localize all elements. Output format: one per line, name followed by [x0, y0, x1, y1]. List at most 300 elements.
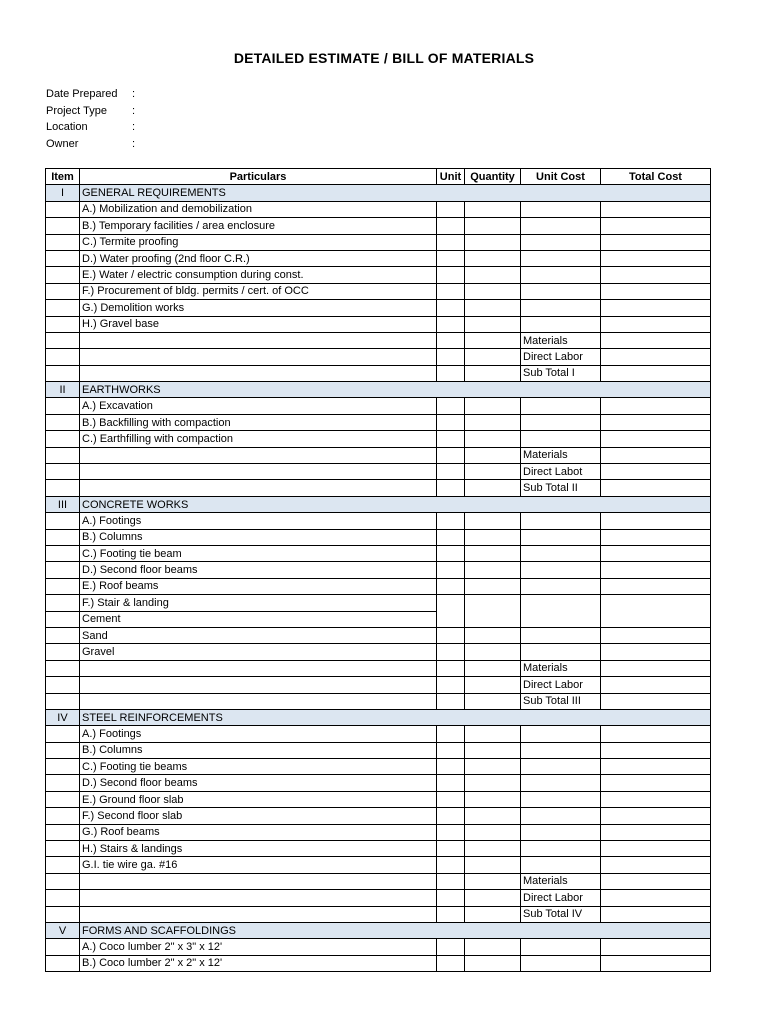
header-particulars: Particulars	[80, 169, 437, 185]
quantity-cell	[465, 349, 521, 365]
item-cell	[46, 906, 80, 922]
table-row	[46, 759, 711, 775]
quantity-cell	[465, 398, 521, 414]
unit-cell	[437, 775, 465, 791]
unit-cell	[437, 955, 465, 971]
particulars-cell	[80, 873, 437, 889]
item-cell	[46, 562, 80, 578]
total-cost-cell	[601, 218, 711, 234]
table-row	[46, 808, 711, 824]
total-cost-cell	[601, 660, 711, 676]
item-cell	[46, 414, 80, 430]
total-cost-cell	[601, 595, 711, 611]
quantity-cell	[465, 529, 521, 545]
header-item: Item	[46, 169, 80, 185]
unit-cost-cell	[521, 250, 601, 266]
summary-label: Direct Labor	[521, 890, 601, 906]
unit-cost-cell	[521, 857, 601, 873]
summary-row	[46, 677, 711, 693]
section-row	[46, 185, 711, 201]
item-number: V	[46, 922, 80, 938]
particulars-cell	[80, 480, 437, 496]
total-cost-cell	[601, 398, 711, 414]
quantity-cell	[465, 759, 521, 775]
table-row	[46, 431, 711, 447]
summary-label: Materials	[521, 447, 601, 463]
total-cost-cell	[601, 464, 711, 480]
table-row	[46, 627, 711, 643]
item-cell	[46, 660, 80, 676]
particulars-cell: C.) Earthfilling with compaction	[80, 431, 437, 447]
section-row	[46, 496, 711, 512]
table-row	[46, 742, 711, 758]
total-cost-cell	[601, 447, 711, 463]
item-cell	[46, 791, 80, 807]
meta-label: Owner	[46, 137, 79, 150]
total-cost-cell	[601, 742, 711, 758]
unit-cost-cell	[521, 824, 601, 840]
meta-project-type	[46, 103, 246, 120]
item-cell	[46, 365, 80, 381]
particulars-cell: D.) Second floor beams	[80, 562, 437, 578]
summary-label: Sub Total III	[521, 693, 601, 709]
total-cost-cell	[601, 644, 711, 660]
unit-cell	[437, 283, 465, 299]
table-row	[46, 841, 711, 857]
summary-row	[46, 906, 711, 922]
unit-cost-cell	[521, 578, 601, 594]
summary-label: Sub Total II	[521, 480, 601, 496]
unit-cost-cell	[521, 316, 601, 332]
header-total-cost: Total Cost	[601, 169, 711, 185]
unit-cell	[437, 611, 465, 627]
unit-cost-cell	[521, 234, 601, 250]
particulars-cell	[80, 677, 437, 693]
summary-label: Materials	[521, 660, 601, 676]
item-cell	[46, 890, 80, 906]
unit-cell	[437, 349, 465, 365]
total-cost-cell	[601, 775, 711, 791]
particulars-cell: D.) Second floor beams	[80, 775, 437, 791]
total-cost-cell	[601, 808, 711, 824]
item-cell	[46, 775, 80, 791]
item-cell	[46, 824, 80, 840]
unit-cost-cell	[521, 644, 601, 660]
summary-row	[46, 480, 711, 496]
summary-row	[46, 365, 711, 381]
unit-cell	[437, 414, 465, 430]
total-cost-cell	[601, 890, 711, 906]
table-row	[46, 414, 711, 430]
unit-cell	[437, 300, 465, 316]
summary-label: Materials	[521, 332, 601, 348]
particulars-cell: H.) Stairs & landings	[80, 841, 437, 857]
summary-label: Direct Labor	[521, 349, 601, 365]
table-row	[46, 726, 711, 742]
item-cell	[46, 726, 80, 742]
total-cost-cell	[601, 431, 711, 447]
particulars-cell	[80, 464, 437, 480]
unit-cost-cell	[521, 283, 601, 299]
quantity-cell	[465, 841, 521, 857]
item-cell	[46, 873, 80, 889]
table-row	[46, 201, 711, 217]
table-row	[46, 218, 711, 234]
quantity-cell	[465, 562, 521, 578]
item-cell	[46, 447, 80, 463]
quantity-cell	[465, 414, 521, 430]
summary-label: Sub Total I	[521, 365, 601, 381]
quantity-cell	[465, 939, 521, 955]
table-row	[46, 267, 711, 283]
section-title: CONCRETE WORKS	[80, 496, 711, 512]
unit-cell	[437, 677, 465, 693]
particulars-cell: B.) Columns	[80, 742, 437, 758]
quantity-cell	[465, 644, 521, 660]
unit-cell	[437, 693, 465, 709]
item-number: IV	[46, 709, 80, 725]
unit-cell	[437, 447, 465, 463]
quantity-cell	[465, 332, 521, 348]
unit-cost-cell	[521, 759, 601, 775]
unit-cell	[437, 513, 465, 529]
total-cost-cell	[601, 939, 711, 955]
particulars-cell	[80, 890, 437, 906]
meta-value: :	[132, 104, 136, 117]
particulars-cell: G.) Demolition works	[80, 300, 437, 316]
total-cost-cell	[601, 873, 711, 889]
total-cost-cell	[601, 693, 711, 709]
total-cost-cell	[601, 480, 711, 496]
unit-cost-cell	[521, 267, 601, 283]
item-cell	[46, 578, 80, 594]
quantity-cell	[465, 595, 521, 611]
unit-cell	[437, 873, 465, 889]
quantity-cell	[465, 857, 521, 873]
table-row	[46, 611, 711, 627]
unit-cell	[437, 398, 465, 414]
total-cost-cell	[601, 841, 711, 857]
item-number: I	[46, 185, 80, 201]
unit-cell	[437, 267, 465, 283]
table-row	[46, 513, 711, 529]
particulars-cell: A.) Footings	[80, 726, 437, 742]
unit-cell	[437, 480, 465, 496]
quantity-cell	[465, 464, 521, 480]
unit-cost-cell	[521, 595, 601, 611]
quantity-cell	[465, 447, 521, 463]
particulars-cell: G.) Roof beams	[80, 824, 437, 840]
item-cell	[46, 939, 80, 955]
quantity-cell	[465, 808, 521, 824]
summary-row	[46, 332, 711, 348]
total-cost-cell	[601, 562, 711, 578]
table-row	[46, 857, 711, 873]
project-info	[46, 86, 246, 152]
particulars-cell	[80, 660, 437, 676]
item-cell	[46, 300, 80, 316]
table-header-row	[46, 169, 711, 185]
meta-value: :	[132, 88, 136, 100]
particulars-cell: A.) Footings	[80, 513, 437, 529]
particulars-cell: Sand	[80, 627, 437, 643]
quantity-cell	[465, 627, 521, 643]
item-cell	[46, 398, 80, 414]
item-cell	[46, 595, 80, 611]
bill-of-materials-table	[45, 168, 711, 972]
item-cell	[46, 464, 80, 480]
item-cell	[46, 857, 80, 873]
unit-cost-cell	[521, 955, 601, 971]
particulars-cell: E.) Water / electric consumption during const.	[80, 267, 437, 283]
total-cost-cell	[601, 627, 711, 643]
item-cell	[46, 513, 80, 529]
item-cell	[46, 627, 80, 643]
item-cell	[46, 250, 80, 266]
unit-cell	[437, 562, 465, 578]
table-row	[46, 562, 711, 578]
item-cell	[46, 201, 80, 217]
section-title: EARTHWORKS	[80, 382, 711, 398]
item-cell	[46, 316, 80, 332]
unit-cell	[437, 365, 465, 381]
quantity-cell	[465, 611, 521, 627]
total-cost-cell	[601, 791, 711, 807]
summary-row	[46, 349, 711, 365]
quantity-cell	[465, 906, 521, 922]
total-cost-cell	[601, 365, 711, 381]
table-row	[46, 955, 711, 971]
quantity-cell	[465, 250, 521, 266]
table-row	[46, 316, 711, 332]
quantity-cell	[465, 955, 521, 971]
section-title: STEEL REINFORCEMENTS	[80, 709, 711, 725]
particulars-cell: A.) Coco lumber 2" x 3" x 12'	[80, 939, 437, 955]
total-cost-cell	[601, 300, 711, 316]
unit-cost-cell	[521, 611, 601, 627]
quantity-cell	[465, 693, 521, 709]
particulars-cell: B.) Coco lumber 2" x 2" x 12'	[80, 955, 437, 971]
unit-cost-cell	[521, 726, 601, 742]
item-cell	[46, 808, 80, 824]
particulars-cell: B.) Temporary facilities / area enclosure	[80, 218, 437, 234]
item-cell	[46, 545, 80, 561]
unit-cost-cell	[521, 775, 601, 791]
particulars-cell: A.) Excavation	[80, 398, 437, 414]
particulars-cell: C.) Footing tie beam	[80, 545, 437, 561]
particulars-cell	[80, 906, 437, 922]
item-cell	[46, 955, 80, 971]
unit-cost-cell	[521, 431, 601, 447]
quantity-cell	[465, 431, 521, 447]
unit-cell	[437, 545, 465, 561]
total-cost-cell	[601, 824, 711, 840]
item-cell	[46, 431, 80, 447]
section-title: FORMS AND SCAFFOLDINGS	[80, 922, 711, 938]
item-cell	[46, 677, 80, 693]
quantity-cell	[465, 267, 521, 283]
item-cell	[46, 234, 80, 250]
total-cost-cell	[601, 906, 711, 922]
table-row	[46, 250, 711, 266]
unit-cell	[437, 250, 465, 266]
item-cell	[46, 759, 80, 775]
section-row	[46, 709, 711, 725]
unit-cost-cell	[521, 300, 601, 316]
total-cost-cell	[601, 332, 711, 348]
quantity-cell	[465, 480, 521, 496]
item-cell	[46, 267, 80, 283]
particulars-cell: Gravel	[80, 644, 437, 660]
particulars-cell	[80, 693, 437, 709]
particulars-cell: B.) Columns	[80, 529, 437, 545]
particulars-cell: B.) Backfilling with compaction	[80, 414, 437, 430]
unit-cell	[437, 660, 465, 676]
quantity-cell	[465, 201, 521, 217]
unit-cost-cell	[521, 513, 601, 529]
unit-cell	[437, 857, 465, 873]
unit-cost-cell	[521, 218, 601, 234]
summary-label: Direct Labor	[521, 677, 601, 693]
summary-row	[46, 464, 711, 480]
table-row	[46, 595, 711, 611]
table-row	[46, 824, 711, 840]
unit-cell	[437, 808, 465, 824]
quantity-cell	[465, 283, 521, 299]
summary-row	[46, 873, 711, 889]
unit-cell	[437, 824, 465, 840]
total-cost-cell	[601, 234, 711, 250]
item-cell	[46, 332, 80, 348]
table-row	[46, 578, 711, 594]
summary-row	[46, 693, 711, 709]
table-row	[46, 545, 711, 561]
quantity-cell	[465, 365, 521, 381]
total-cost-cell	[601, 529, 711, 545]
particulars-cell: C.) Footing tie beams	[80, 759, 437, 775]
total-cost-cell	[601, 513, 711, 529]
header-unit-cost: Unit Cost	[521, 169, 601, 185]
quantity-cell	[465, 726, 521, 742]
quantity-cell	[465, 234, 521, 250]
unit-cost-cell	[521, 791, 601, 807]
unit-cost-cell	[521, 939, 601, 955]
item-number: II	[46, 382, 80, 398]
unit-cell	[437, 431, 465, 447]
table-row	[46, 939, 711, 955]
unit-cell	[437, 627, 465, 643]
quantity-cell	[465, 545, 521, 561]
particulars-cell	[80, 349, 437, 365]
total-cost-cell	[601, 316, 711, 332]
section-title: GENERAL REQUIREMENTS	[80, 185, 711, 201]
item-cell	[46, 480, 80, 496]
total-cost-cell	[601, 414, 711, 430]
summary-label: Materials	[521, 873, 601, 889]
total-cost-cell	[601, 677, 711, 693]
particulars-cell: Cement	[80, 611, 437, 627]
quantity-cell	[465, 660, 521, 676]
unit-cell	[437, 234, 465, 250]
quantity-cell	[465, 300, 521, 316]
quantity-cell	[465, 890, 521, 906]
total-cost-cell	[601, 201, 711, 217]
item-number: III	[46, 496, 80, 512]
meta-location	[46, 119, 246, 136]
unit-cell	[437, 595, 465, 611]
total-cost-cell	[601, 349, 711, 365]
unit-cost-cell	[521, 414, 601, 430]
summary-row	[46, 890, 711, 906]
unit-cost-cell	[521, 562, 601, 578]
particulars-cell: C.) Termite proofing	[80, 234, 437, 250]
total-cost-cell	[601, 267, 711, 283]
total-cost-cell	[601, 857, 711, 873]
particulars-cell: G.I. tie wire ga. #16	[80, 857, 437, 873]
quantity-cell	[465, 791, 521, 807]
header-quantity: Quantity	[465, 169, 521, 185]
total-cost-cell	[601, 611, 711, 627]
meta-value: :	[132, 121, 136, 133]
unit-cell	[437, 529, 465, 545]
unit-cell	[437, 332, 465, 348]
table-row	[46, 529, 711, 545]
unit-cell	[437, 759, 465, 775]
total-cost-cell	[601, 545, 711, 561]
unit-cost-cell	[521, 808, 601, 824]
item-cell	[46, 218, 80, 234]
unit-cell	[437, 726, 465, 742]
unit-cell	[437, 316, 465, 332]
particulars-cell: F.) Second floor slab	[80, 808, 437, 824]
quantity-cell	[465, 578, 521, 594]
unit-cell	[437, 890, 465, 906]
unit-cell	[437, 201, 465, 217]
total-cost-cell	[601, 578, 711, 594]
unit-cell	[437, 578, 465, 594]
total-cost-cell	[601, 283, 711, 299]
summary-label: Direct Labot	[521, 464, 601, 480]
unit-cost-cell	[521, 201, 601, 217]
unit-cell	[437, 841, 465, 857]
particulars-cell: E.) Roof beams	[80, 578, 437, 594]
quantity-cell	[465, 677, 521, 693]
summary-row	[46, 660, 711, 676]
header-unit: Unit	[437, 169, 465, 185]
meta-label: Project Type	[46, 104, 107, 117]
summary-row	[46, 447, 711, 463]
unit-cost-cell	[521, 841, 601, 857]
quantity-cell	[465, 824, 521, 840]
total-cost-cell	[601, 955, 711, 971]
unit-cost-cell	[521, 398, 601, 414]
quantity-cell	[465, 316, 521, 332]
unit-cost-cell	[521, 529, 601, 545]
particulars-cell	[80, 365, 437, 381]
meta-owner	[46, 136, 246, 153]
total-cost-cell	[601, 250, 711, 266]
item-cell	[46, 529, 80, 545]
total-cost-cell	[601, 759, 711, 775]
unit-cost-cell	[521, 627, 601, 643]
particulars-cell: D.) Water proofing (2nd floor C.R.)	[80, 250, 437, 266]
item-cell	[46, 644, 80, 660]
item-cell	[46, 349, 80, 365]
unit-cell	[437, 218, 465, 234]
meta-label: Date Prepared	[46, 88, 118, 100]
unit-cell	[437, 791, 465, 807]
table-row	[46, 398, 711, 414]
